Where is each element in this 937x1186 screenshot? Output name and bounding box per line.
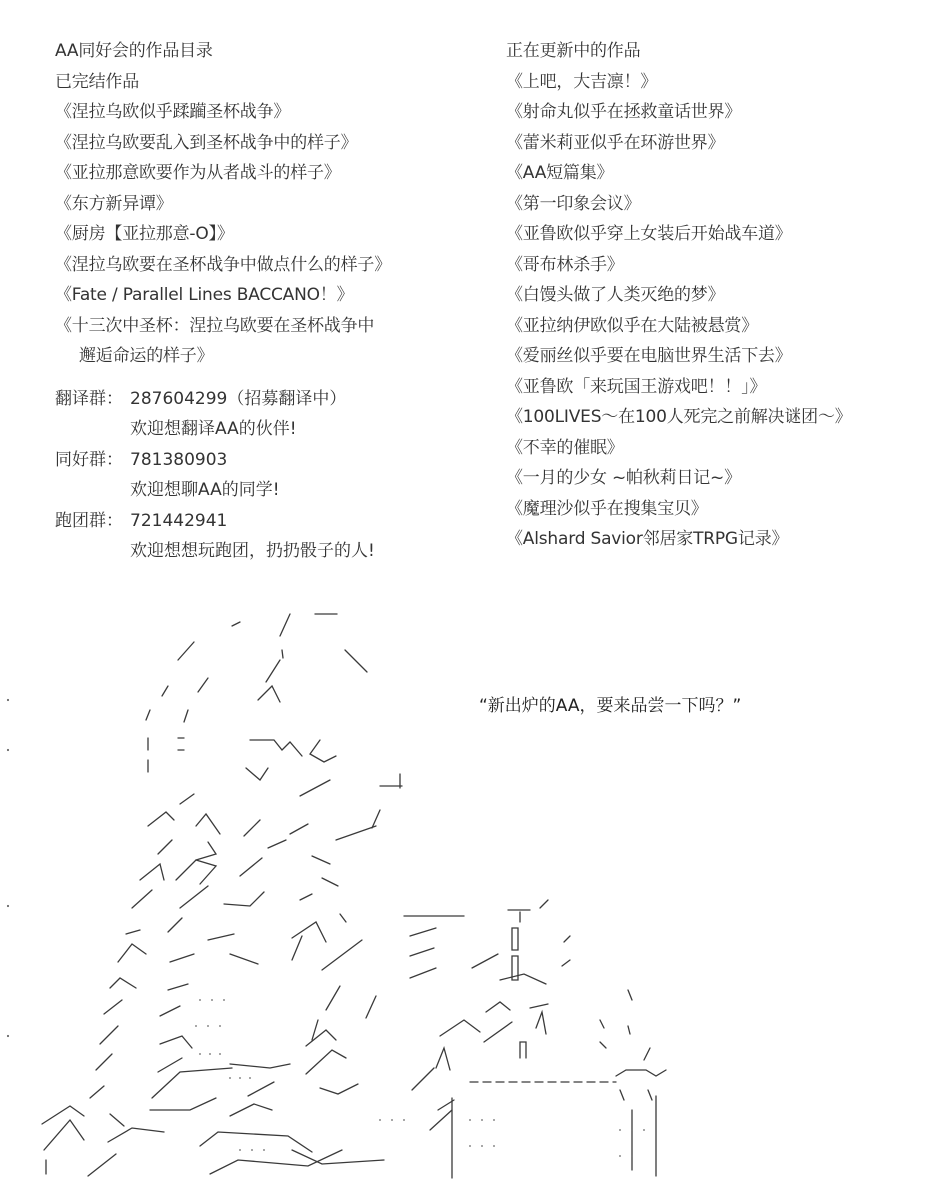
group-trpg	[55, 506, 485, 567]
completed-work-item: 《十三次中圣杯：涅拉乌欧要在圣杯战争中	[55, 315, 375, 336]
ongoing-work-item: 《100LIVES～在100人死完之前解决谜团～》	[506, 407, 852, 427]
completed-work-item: 《涅拉乌欧要在圣杯战争中做点什么的样子》	[55, 254, 391, 275]
speech-bubble-text: “新出炉的AA，要来品尝一下吗？”	[479, 696, 742, 716]
completed-work-item: 《东方新异谭》	[55, 193, 173, 214]
ongoing-work-item: 《不幸的催眠》	[506, 437, 624, 458]
completed-work-item: 《Fate / Parallel Lines BACCANO！》	[55, 285, 354, 305]
group-label: 同好群：	[55, 449, 123, 470]
ongoing-work-item: 《一月的少女 ~帕秋莉日记~》	[506, 468, 741, 488]
group-note: 欢迎想聊AA的同学!	[130, 480, 280, 500]
section-gap	[55, 372, 485, 384]
works-catalog-left	[55, 36, 485, 567]
ongoing-work-item: 《白馒头做了人类灭绝的梦》	[506, 285, 725, 305]
ongoing-work-item: 《亚鲁欧「来玩国王游戏吧！！」》	[506, 376, 767, 397]
ongoing-work-item: 《第一印象会议》	[506, 193, 641, 214]
completed-work-item: 《涅拉乌欧似乎蹂躏圣杯战争》	[55, 102, 291, 122]
group-note: 欢迎想想玩跑团，扔扔骰子的人!	[130, 541, 375, 561]
ascii-art-girl-with-table-icon	[0, 590, 937, 1186]
completed-work-item: 《厨房【亚拉那意-O】》	[55, 224, 234, 244]
group-number: 287604299（招募翻译中）	[130, 388, 347, 409]
ongoing-work-item: 《魔理沙似乎在搜集宝贝》	[506, 498, 708, 519]
ongoing-work-item: 《Alshard Savior邻居家TRPG记录》	[506, 529, 789, 549]
ongoing-work-item: 《射命丸似乎在拯救童话世界》	[506, 102, 742, 122]
completed-work-item-continuation: 邂逅命运的样子》	[79, 346, 214, 366]
ongoing-heading: 正在更新中的作品	[506, 41, 641, 61]
ongoing-work-item: 《亚鲁欧似乎穿上女装后开始战车道》	[506, 224, 792, 244]
completed-work-item: 《涅拉乌欧要乱入到圣杯战争中的样子》	[55, 132, 358, 153]
group-translation	[55, 384, 485, 445]
ongoing-work-item: 《AA短篇集》	[506, 163, 614, 183]
group-number: 721442941	[130, 510, 228, 531]
catalog-heading: AA同好会的作品目录	[55, 41, 213, 61]
completed-heading: 已完结作品	[55, 71, 139, 92]
completed-work-item: 《亚拉那意欧要作为从者战斗的样子》	[55, 163, 341, 183]
ongoing-work-item: 《上吧，大吉凛！》	[506, 71, 658, 92]
ongoing-work-item: 《哥布林杀手》	[506, 254, 624, 275]
group-label: 跑团群：	[55, 510, 123, 531]
group-fans	[55, 445, 485, 506]
group-number: 781380903	[130, 449, 228, 470]
works-catalog-right	[506, 36, 931, 555]
ongoing-work-item: 《亚拉纳伊欧似乎在大陆被悬赏》	[506, 315, 758, 336]
group-label: 翻译群：	[55, 388, 123, 409]
ongoing-work-item: 《蕾米莉亚似乎在环游世界》	[506, 132, 725, 153]
group-note: 欢迎想翻译AA的伙伴!	[130, 419, 297, 439]
ongoing-work-item: 《爱丽丝似乎要在电脑世界生活下去》	[506, 346, 792, 366]
